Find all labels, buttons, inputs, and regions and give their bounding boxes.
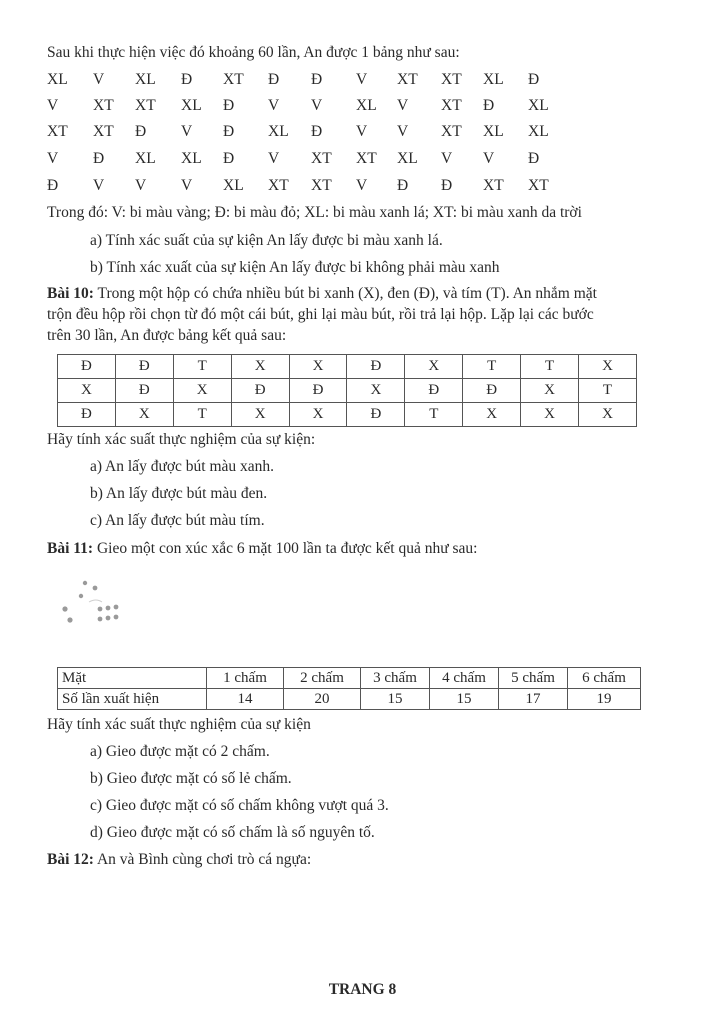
marble-row <box>47 71 567 93</box>
pen-table-row <box>58 403 637 427</box>
dice-face-header: 1 chấm <box>207 668 284 689</box>
marble-cell: XT <box>441 71 462 88</box>
question-10b: b) An lấy được bút màu đen. <box>90 485 268 502</box>
pen-table-cell: Đ <box>463 379 521 403</box>
marble-cell: V <box>268 150 280 167</box>
marble-cell: V <box>356 71 368 88</box>
marble-cell: Đ <box>268 71 280 88</box>
dice-image <box>58 576 130 638</box>
pen-table-cell: X <box>579 403 637 427</box>
pen-table-cell: X <box>173 379 231 403</box>
marble-cell: Đ <box>528 150 540 167</box>
marble-cell: Đ <box>135 123 147 140</box>
marble-cell: Đ <box>311 71 323 88</box>
pen-table-cell: T <box>521 355 579 379</box>
marble-cell: XL <box>135 71 156 88</box>
pen-table-cell: X <box>521 403 579 427</box>
pen-table-cell: Đ <box>115 379 173 403</box>
question-9a: a) Tính xác suất của sự kiện An lấy được bi màu xanh lá. <box>90 232 443 249</box>
question-11a: a) Gieo được mặt có 2 chấm. <box>90 743 270 760</box>
question-10c: c) An lấy được bút màu tím. <box>90 512 265 529</box>
exercise-10-label: Bài 10: <box>47 285 94 302</box>
question-11d: d) Gieo được mặt có số chấm là số nguyên tố. <box>90 824 375 841</box>
pen-table-cell: X <box>115 403 173 427</box>
dice-header-row <box>58 668 641 689</box>
marble-cell: V <box>397 123 409 140</box>
marble-cell: V <box>483 150 495 167</box>
marble-cell: V <box>47 150 59 167</box>
marble-cell: Đ <box>47 177 59 194</box>
marble-row <box>47 150 567 172</box>
pen-table-cell: X <box>521 379 579 403</box>
marble-cell: XT <box>356 150 377 167</box>
dice-face-count: 15 <box>430 689 499 710</box>
pen-table-row <box>58 355 637 379</box>
exercise-12-label: Bài 12: <box>47 851 94 868</box>
pen-results-table <box>57 354 637 427</box>
marble-cell: XT <box>47 123 68 140</box>
pen-table-cell: T <box>173 355 231 379</box>
dice-count-label: Số lần xuất hiện <box>58 689 207 710</box>
dice-results-table <box>57 667 641 710</box>
marble-cell: V <box>356 123 368 140</box>
dice-face-header: 5 chấm <box>499 668 568 689</box>
exercise-10-text-1: Trong một hộp có chứa nhiều bút bi xanh (X), đen (Đ), và tím (T). An nhắm mặt <box>93 285 597 302</box>
marble-cell: V <box>47 97 59 114</box>
intro-text: Sau khi thực hiện việc đó khoảng 60 lần, An được 1 bảng như sau: <box>47 44 460 61</box>
marble-cell: XT <box>397 71 418 88</box>
marble-cell: XL <box>181 150 202 167</box>
marble-cell: XT <box>483 177 504 194</box>
marble-cell: XT <box>528 177 549 194</box>
pen-table-cell: Đ <box>347 355 405 379</box>
dice-face-header: 4 chấm <box>430 668 499 689</box>
marble-cell: XL <box>483 71 504 88</box>
exercise-11-text: Gieo một con xúc xắc 6 mặt 100 lần ta được kết quả như sau: <box>93 540 478 557</box>
marble-cell: V <box>441 150 453 167</box>
marble-cell: Đ <box>311 123 323 140</box>
marble-cell: Đ <box>441 177 453 194</box>
marble-cell: Đ <box>528 71 540 88</box>
pen-table-cell: Đ <box>115 355 173 379</box>
marble-cell: XL <box>397 150 418 167</box>
marble-cell: XL <box>483 123 504 140</box>
marble-cell: V <box>93 71 105 88</box>
exercise-11-intro <box>47 540 478 558</box>
dice-count-row <box>58 689 641 710</box>
marble-cell: XT <box>441 97 462 114</box>
dice-header-label: Mặt <box>58 668 207 689</box>
dice-face-header: 2 chấm <box>284 668 361 689</box>
marble-cell: XL <box>528 123 549 140</box>
marble-cell: V <box>397 97 409 114</box>
pen-table-cell: Đ <box>58 403 116 427</box>
exercise-11-label: Bài 11: <box>47 540 94 557</box>
pen-table-cell: T <box>463 355 521 379</box>
marble-cell: V <box>93 177 105 194</box>
marble-cell: V <box>181 123 193 140</box>
marble-cell: XL <box>268 123 289 140</box>
dice-face-count: 19 <box>568 689 641 710</box>
marble-cell: Đ <box>223 97 235 114</box>
question-9b: b) Tính xác xuất của sự kiện An lấy được bi không phải màu xanh <box>90 259 500 276</box>
marble-cell: XT <box>311 150 332 167</box>
marble-cell: XT <box>93 123 114 140</box>
exercise-10-intro <box>47 285 597 303</box>
dice-face-count: 17 <box>499 689 568 710</box>
marble-cell: Đ <box>483 97 495 114</box>
marble-row <box>47 123 567 145</box>
pen-table-row <box>58 379 637 403</box>
dice-face-count: 20 <box>284 689 361 710</box>
dice-face-header: 6 chấm <box>568 668 641 689</box>
pen-table-cell: T <box>405 403 463 427</box>
pen-table-cell: T <box>579 379 637 403</box>
dice-face-count: 14 <box>207 689 284 710</box>
marble-cell: XT <box>268 177 289 194</box>
marble-cell: V <box>268 97 280 114</box>
page-footer: TRANG 8 <box>328 981 397 998</box>
marble-cell: Đ <box>93 150 105 167</box>
marble-cell: XL <box>528 97 549 114</box>
exercise-10-text-3: trên 30 lần, An được bảng kết quả sau: <box>47 327 287 344</box>
marble-cell: V <box>356 177 368 194</box>
pen-table-cell: X <box>579 355 637 379</box>
pen-table-cell: Đ <box>58 355 116 379</box>
marble-cell: XL <box>135 150 156 167</box>
marble-cell: XL <box>47 71 68 88</box>
pen-table-cell: T <box>173 403 231 427</box>
dice-face-count: 15 <box>361 689 430 710</box>
marble-cell: V <box>135 177 147 194</box>
exercise-10-prompt: Hãy tính xác suất thực nghiệm của sự kiện: <box>47 431 316 448</box>
marble-cell: Đ <box>223 123 235 140</box>
pen-table-cell: Đ <box>231 379 289 403</box>
marble-cell: XT <box>93 97 114 114</box>
exercise-12-text: An và Bình cùng chơi trò cá ngựa: <box>93 851 312 868</box>
pen-table-cell: Đ <box>289 379 347 403</box>
exercise-12-intro <box>47 851 311 869</box>
marble-cell: Đ <box>397 177 409 194</box>
legend-text: Trong đó: V: bi màu vàng; Đ: bi màu đỏ; XL: bi màu xanh lá; XT: bi màu xanh da trời <box>47 204 582 221</box>
question-11c: c) Gieo được mặt có số chấm không vượt quá 3. <box>90 797 389 814</box>
marble-row <box>47 97 567 119</box>
pen-table-cell: X <box>463 403 521 427</box>
exercise-11-prompt: Hãy tính xác suất thực nghiệm của sự kiện <box>47 716 311 733</box>
pen-table-cell: X <box>289 403 347 427</box>
marble-cell: V <box>181 177 193 194</box>
pen-table-cell: X <box>231 355 289 379</box>
marble-cell: XT <box>135 97 156 114</box>
marble-cell: XL <box>356 97 377 114</box>
marble-cell: XL <box>223 177 244 194</box>
pen-table-cell: Đ <box>405 379 463 403</box>
pen-table-cell: X <box>231 403 289 427</box>
pen-table-cell: X <box>405 355 463 379</box>
marble-cell: Đ <box>223 150 235 167</box>
marble-cell: Đ <box>181 71 193 88</box>
marble-cell: XT <box>223 71 244 88</box>
pen-table-cell: X <box>347 379 405 403</box>
marble-cell: XL <box>181 97 202 114</box>
marble-cell: XT <box>311 177 332 194</box>
question-10a: a) An lấy được bút màu xanh. <box>90 458 275 475</box>
marble-row <box>47 177 567 199</box>
dice-face-header: 3 chấm <box>361 668 430 689</box>
pen-table-cell: X <box>289 355 347 379</box>
exercise-10-text-2: trộn đều hộp rồi chọn từ đó một cái bút, ghi lại màu bút, rồi trả lại hộp. Lặp lại các bước <box>47 306 594 323</box>
marble-cell: V <box>311 97 323 114</box>
marble-cell: XT <box>441 123 462 140</box>
question-11b: b) Gieo được mặt có số lẻ chấm. <box>90 770 292 787</box>
pen-table-cell: Đ <box>347 403 405 427</box>
pen-table-cell: X <box>58 379 116 403</box>
